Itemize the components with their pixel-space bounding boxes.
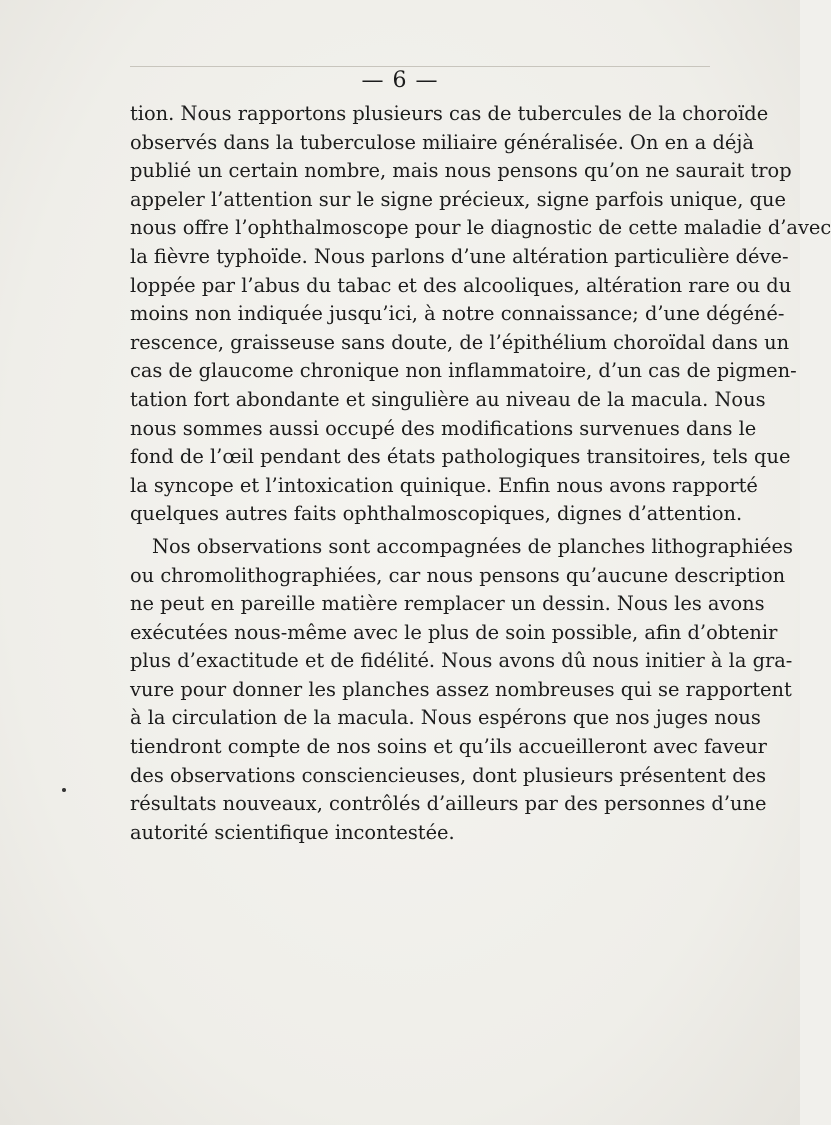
paragraph-2: [130, 533, 793, 848]
ink-speck: [62, 788, 66, 792]
text-line: moins non indiquée jusqu’ici, à notre connaissance; d’une dégéné-: [130, 302, 785, 326]
text-line: à la circulation de la macula. Nous espérons que nos juges nous: [130, 706, 761, 730]
text-line: plus d’exactitude et de fidélité. Nous avons dû nous initier à la gra-: [130, 649, 793, 673]
text-line: des observations consciencieuses, dont plusieurs présentent des: [130, 763, 767, 787]
text-line: observés dans la tuberculose miliaire généralisée. On en a déjà: [130, 130, 754, 154]
text-line: autorité scientifique incontestée.: [130, 820, 455, 844]
text-line: la fièvre typhoïde. Nous parlons d’une altération particulière déve-: [130, 244, 789, 268]
text-line: ou chromolithographiées, car nous pensons qu’aucune description: [130, 563, 786, 587]
text-line: Nos observations sont accompagnées de planches lithographiées: [152, 534, 793, 558]
text-line: nous offre l’ophthalmoscope pour le diagnostic de cette maladie d’avec: [130, 216, 831, 240]
text-line: tion. Nous rapportons plusieurs cas de tubercules de la choroïde: [130, 102, 769, 125]
text-line: fond de l’œil pendant des états pathologiques transitoires, tels que: [130, 445, 791, 469]
text-line: quelques autres faits ophthalmoscopiques, dignes d’attention.: [130, 502, 743, 526]
text-line: rescence, graisseuse sans doute, de l’épithélium choroïdal dans un: [130, 330, 790, 354]
paragraph-1: [130, 100, 831, 529]
text-line: loppée par l’abus du tabac et des alcooliques, altération rare ou du: [130, 273, 792, 297]
body-text: [130, 100, 831, 847]
text-line: résultats nouveaux, contrôlés d’ailleurs par des personnes d’une: [130, 792, 767, 816]
text-line: cas de glaucome chronique non inflammatoire, d’un cas de pigmen-: [130, 359, 797, 383]
text-line: tiendront compte de nos soins et qu’ils accueilleront avec faveur: [130, 735, 767, 759]
text-line: publié un certain nombre, mais nous pensons qu’on ne saurait trop: [130, 159, 792, 183]
text-line: ne peut en pareille matière remplacer un dessin. Nous les avons: [130, 592, 765, 616]
top-rule: [130, 66, 710, 67]
text-line: tation fort abondante et singulière au niveau de la macula. Nous: [130, 387, 766, 411]
text-line: appeler l’attention sur le signe précieux, signe parfois unique, que: [130, 187, 786, 211]
text-line: la syncope et l’intoxication quinique. Enfin nous avons rapporté: [130, 473, 758, 497]
page-number: — 6 —: [361, 68, 439, 93]
text-line: vure pour donner les planches assez nombreuses qui se rapportent: [130, 677, 792, 701]
text-line: nous sommes aussi occupé des modifications survenues dans le: [130, 416, 757, 440]
text-line: exécutées nous-même avec le plus de soin possible, afin d’obtenir: [130, 620, 778, 644]
